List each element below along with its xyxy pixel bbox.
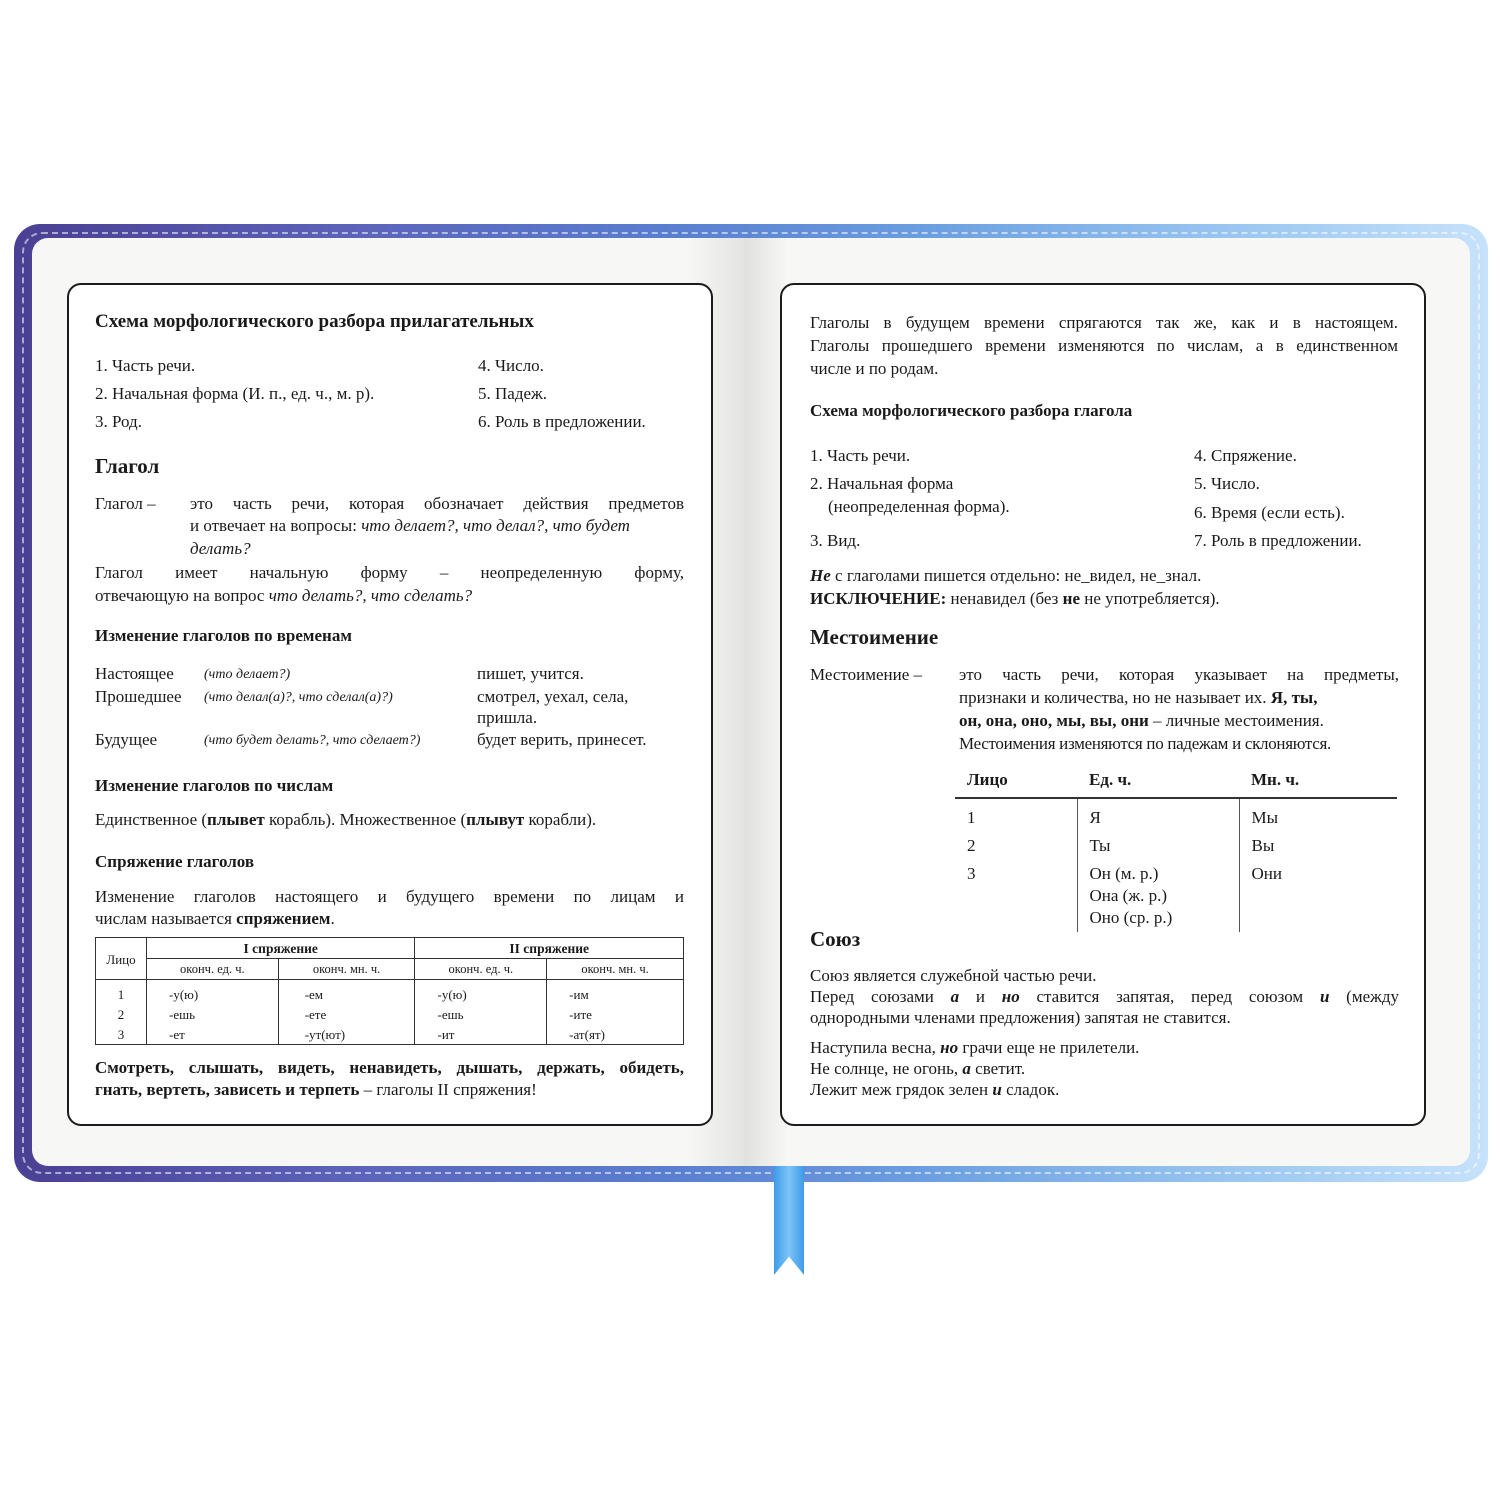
- verb-item-4: 4. Спряжение.: [1194, 446, 1297, 465]
- table-row: [96, 1004, 684, 1024]
- verb-def-line-2: и отвечает на вопросы: что делает?, что делал?, что будет: [190, 516, 630, 535]
- table-cell: -ешь: [147, 1004, 279, 1024]
- conjugation-paragraph-line-1: Изменение глаголов настоящего и будущего времени по лицам и: [95, 887, 684, 906]
- table-cell: Они: [1251, 864, 1282, 883]
- tense-heading: Изменение глаголов по временам: [95, 626, 352, 645]
- conjugation-heading: Спряжение глаголов: [95, 852, 255, 871]
- table-cell: -ем: [278, 980, 415, 1005]
- verb-def-line-1: это часть речи, которая обозначает действия предметов: [190, 494, 684, 513]
- exception-line-2: гнать, вертеть, зависеть и терпеть – глаголы II спряжения!: [95, 1080, 537, 1099]
- table-cell: 2: [96, 1004, 147, 1024]
- exception-line-1: Смотреть, слышать, видеть, ненавидеть, дышать, держать, обидеть,: [95, 1058, 684, 1077]
- pronoun-she: Она (ж. р.): [1089, 886, 1167, 905]
- tense-present-question: (что делает?): [204, 667, 291, 682]
- table-cell: Вы: [1251, 836, 1275, 855]
- union-line-2: Перед союзами а и но ставится запятая, перед союзом и (между: [810, 987, 1400, 1006]
- pronoun-def-line-4: Местоимения изменяются по падежам и склоняются.: [959, 734, 1331, 753]
- table-cell: -им: [547, 980, 684, 1005]
- table-subheader: оконч. ед. ч.: [147, 959, 279, 980]
- adj-item-1: 1. Часть речи.: [95, 356, 196, 375]
- table-cell: -ут(ют): [278, 1024, 415, 1045]
- table-header-plural: Мн. ч.: [1239, 765, 1397, 798]
- union-line-1: Союз является служебной частью речи.: [810, 966, 1097, 985]
- table-row: [955, 798, 1397, 832]
- union-line-3: однородными членами предложения) запятая не ставится.: [810, 1008, 1231, 1027]
- table-cell: -ешь: [415, 1004, 547, 1024]
- union-example-3: Лежит меж грядок зелен и сладок.: [810, 1080, 1060, 1099]
- ne-exception: ИСКЛЮЧЕНИЕ: ненавидел (без не не употребляется).: [810, 589, 1220, 608]
- tense-future-name: Будущее: [95, 730, 158, 749]
- table-header-person: Лицо: [96, 938, 147, 980]
- verb-item-6: 6. Время (если есть).: [1194, 503, 1345, 522]
- verb-def-line-3: делать?: [190, 539, 251, 558]
- bookmark-ribbon[interactable]: [774, 1160, 804, 1275]
- adj-item-5: 5. Падеж.: [478, 384, 548, 403]
- table-row: [96, 1024, 684, 1045]
- verb-item-7: 7. Роль в предложении.: [1194, 531, 1362, 550]
- adj-scheme-title: Схема морфологического разбора прилагательных: [95, 311, 534, 332]
- table-cell: -ит: [415, 1024, 547, 1045]
- table-cell: Мы: [1251, 808, 1279, 827]
- pronoun-def-line-3: он, она, оно, мы, вы, они – личные местоимения.: [959, 711, 1324, 730]
- future-tense-line-1: Глаголы в будущем времени спрягаются так же, как и в настоящем.: [810, 313, 1398, 332]
- table-cell: 1: [955, 798, 1077, 832]
- table-subheader: оконч. мн. ч.: [547, 959, 684, 980]
- verb-item-1: 1. Часть речи.: [810, 446, 911, 465]
- tense-past-name: Прошедшее: [95, 687, 182, 706]
- tense-past-example: смотрел, уехал, села,: [477, 687, 629, 706]
- verb-item-2: 2. Начальная форма: [810, 474, 954, 493]
- table-cell: -ет: [147, 1024, 279, 1045]
- pronoun-table: [955, 765, 1397, 932]
- table-row: [955, 860, 1397, 932]
- verb-heading: Глагол: [95, 454, 160, 478]
- table-cell: -у(ю): [147, 980, 279, 1005]
- ne-rule: Не с глаголами пишется отдельно: не_видел, не_знал.: [810, 566, 1202, 585]
- verb-item-2-cont: (неопределенная форма).: [828, 497, 1010, 516]
- table-cell: 3: [955, 860, 1077, 932]
- table-header-singular: Ед. ч.: [1077, 765, 1239, 798]
- pronoun-term: Местоимение –: [810, 665, 923, 684]
- table-header-group-2: II спряжение: [415, 938, 684, 959]
- future-tense-line-2: Глаголы прошедшего времени изменяются по числам, а в единственном: [810, 336, 1398, 355]
- tense-past-question: (что делал(а)?, что сделал(а)?): [204, 690, 393, 705]
- number-heading: Изменение глаголов по числам: [95, 776, 334, 795]
- table-cell: 1: [96, 980, 147, 1005]
- table-cell: [1077, 860, 1239, 932]
- table-header-group-1: I спряжение: [147, 938, 415, 959]
- pronoun-he: Он (м. р.): [1089, 864, 1159, 883]
- tense-present-name: Настоящее: [95, 664, 174, 683]
- table-row: [955, 832, 1397, 860]
- table-cell: Я: [1077, 798, 1239, 832]
- table-cell: -ите: [547, 1004, 684, 1024]
- verb-term: Глагол –: [95, 494, 156, 513]
- tense-past-example-2: пришла.: [477, 708, 538, 727]
- pronoun-it: Оно (ср. р.): [1089, 908, 1173, 927]
- tense-future-example: будет верить, принесет.: [477, 730, 647, 749]
- table-subheader: оконч. мн. ч.: [278, 959, 415, 980]
- table-cell: -у(ю): [415, 980, 547, 1005]
- verb-item-5: 5. Число.: [1194, 474, 1260, 493]
- verb-initial-line-2: отвечающую на вопрос что делать?, что сделать?: [95, 586, 473, 605]
- verb-initial-line-1: Глагол имеет начальную форму – неопределенную форму,: [95, 563, 684, 582]
- tense-future-question: (что будет делать?, что сделает?): [204, 733, 421, 748]
- verb-scheme-title: Схема морфологического разбора глагола: [810, 401, 1133, 420]
- future-tense-line-3: числе и по родам.: [810, 359, 939, 378]
- verb-item-3: 3. Вид.: [810, 531, 861, 550]
- adj-item-6: 6. Роль в предложении.: [478, 412, 646, 431]
- table-cell: -ете: [278, 1004, 415, 1024]
- number-paragraph: Единственное (плывет корабль). Множественное (плывут корабли).: [95, 810, 597, 829]
- adj-item-3: 3. Род.: [95, 412, 142, 431]
- pronoun-heading: Местоимение: [810, 625, 939, 649]
- table-cell: -ат(ят): [547, 1024, 684, 1045]
- union-example-2: Не солнце, не огонь, а светит.: [810, 1059, 1026, 1078]
- table-row: [96, 980, 684, 1005]
- adj-item-4: 4. Число.: [478, 356, 544, 375]
- table-header-person: Лицо: [955, 765, 1077, 798]
- pronoun-def-line-2: признаки и количества, но не называет их. Я, ты,: [959, 688, 1318, 707]
- union-heading: Союз: [810, 927, 861, 951]
- tense-present-example: пишет, учится.: [477, 664, 584, 683]
- conjugation-paragraph-line-2: числам называется спряжением.: [95, 909, 335, 928]
- pronoun-def-line-1: это часть речи, которая указывает на предметы,: [959, 665, 1399, 684]
- conjugation-table: [95, 937, 684, 1045]
- adj-item-2: 2. Начальная форма (И. п., ед. ч., м. р).: [95, 384, 375, 403]
- table-cell: 2: [955, 832, 1077, 860]
- table-subheader: оконч. ед. ч.: [415, 959, 547, 980]
- table-cell: 3: [96, 1024, 147, 1045]
- union-example-1: Наступила весна, но грачи еще не прилетели.: [810, 1038, 1140, 1057]
- table-cell: Ты: [1077, 832, 1239, 860]
